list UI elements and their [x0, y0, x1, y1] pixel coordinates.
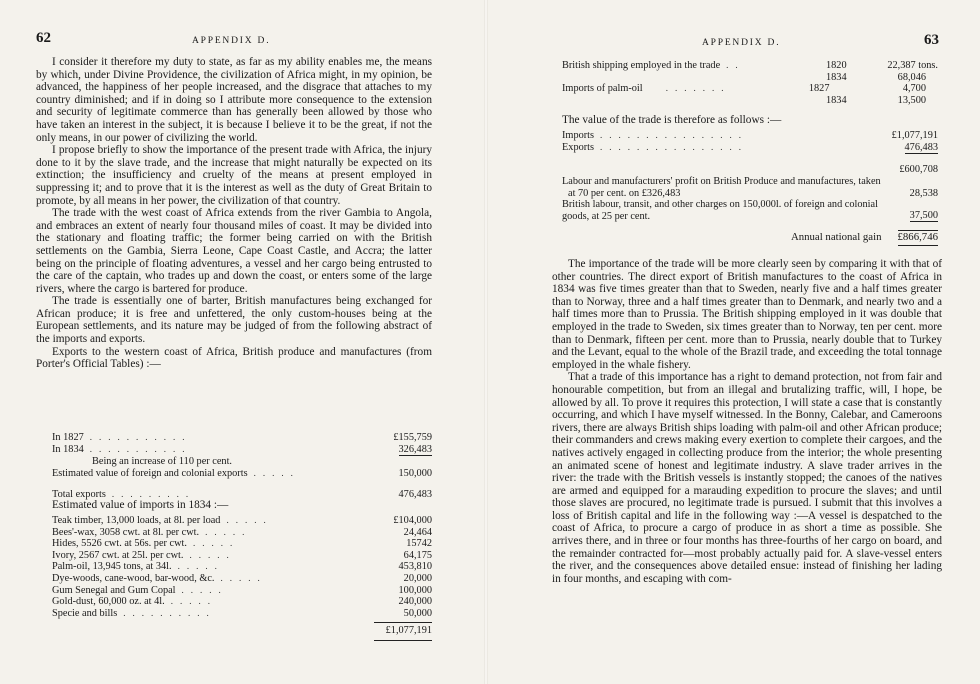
table-row: [52, 561, 432, 573]
leader-dots: .....: [205, 526, 252, 537]
table-row: [52, 596, 432, 608]
annual-gain-label: Annual national gain: [790, 231, 882, 244]
row-value: 20,000: [403, 572, 432, 584]
leader-dots: .....: [189, 549, 236, 560]
table-row: [562, 72, 938, 84]
row-value: 64,175: [403, 549, 432, 561]
table-row: [562, 95, 938, 107]
row-value: 476,483: [398, 489, 432, 501]
imports-heading: [52, 499, 432, 512]
value-intro-text: The value of the trade is therefore as follows :—: [562, 114, 782, 126]
total-row: [52, 625, 432, 637]
row-value: £1,077,191: [891, 130, 938, 141]
year: 1834: [826, 94, 847, 106]
running-head: APPENDIX D.: [702, 38, 781, 48]
leader-dots: ................: [600, 130, 749, 140]
row-label: Palm-oil, 13,945 tons, at 34l.: [52, 561, 172, 573]
page-number: 62: [36, 30, 51, 46]
row-label: Total exports: [52, 489, 106, 501]
table-row: [562, 130, 938, 142]
row-label: Teak timber, 13,000 loads, at 8l. per load: [52, 515, 221, 526]
row-value: 24,464: [403, 526, 432, 538]
value-subtotal: £600,708: [899, 164, 938, 176]
table-row: [52, 432, 432, 444]
annual-gain-value: £866,746: [898, 230, 939, 246]
table-row: [52, 585, 432, 597]
row-label: Dye-woods, cane-wood, bar-wood, &c.: [52, 572, 215, 584]
leader-dots: .........: [111, 489, 196, 500]
leader-dots: .....: [226, 515, 273, 525]
leader-dots: .....: [253, 467, 300, 478]
table-row: [52, 550, 432, 562]
row-label: British labour, transit, and other charges on 150,000l. of foreign and colonial goods, at 25 per cent.: [562, 199, 878, 222]
row-label: Ivory, 2567 cwt. at 25l. per cwt.: [52, 549, 184, 561]
year: 1834: [826, 71, 847, 83]
row-value: 22,387 tons.: [887, 60, 938, 71]
row-value: 68,046: [897, 71, 926, 83]
imports-heading-text: Estimated value of imports in 1834 :—: [52, 499, 229, 511]
table-row: [52, 456, 432, 468]
row-label: Bees'-wax, 3058 cwt. at 8l. per cwt.: [52, 526, 200, 538]
total-row: [562, 230, 938, 246]
row-label: In 1827: [52, 432, 84, 443]
paragraph: The trade with the west coast of Africa extends from the river Gambia to Angola, and embraces an extent of nearly four thousand miles of coast. It may be divided into the stationary and floating traffic; the former being carried on with the British settlements on the Gambia, Sierra Leone, Cape Coast Castle, and Accra; the latter being on the principle of floating adventures, a vessel and her cargo being entrusted to the care of the captain, who trades up and down the coast, or enters some of the large rivers, where the cargo is bartered for produce.: [36, 207, 432, 295]
left-body-text: [36, 56, 432, 371]
row-label: Exports: [562, 141, 595, 153]
table-row: [562, 60, 938, 72]
row-label: In 1834: [52, 443, 84, 455]
paragraph: I consider it therefore my duty to state, as far as my ability enables me, the means by which, under Divine Providence, the civilization of Africa might, in my opinion, be advanced, the happiness of her people increased, and the disgrace that attaches to my country diminished; and if in doing so I attribute more consequence to the extension and security of legitimate commerce than has generally been allowed by those who have taken an interest in the subject, it is because I believe it to be the great, if not the only means, in our power of civilizing the world.: [36, 56, 432, 144]
leader-dots: ..: [726, 60, 745, 70]
table-row: [52, 468, 432, 480]
table-row: [52, 538, 432, 550]
leader-dots: .....: [170, 596, 217, 607]
table-row: [562, 176, 938, 199]
row-label: Gold-dust, 60,000 oz. at 4l.: [52, 596, 165, 608]
row-value: 50,000: [403, 607, 432, 619]
row-label: Specie and bills: [52, 607, 118, 619]
leader-dots: .......: [665, 83, 731, 94]
leader-dots: .....: [220, 572, 267, 583]
leader-dots: ................: [600, 141, 749, 152]
right-page: [490, 0, 980, 684]
table-row: [52, 527, 432, 539]
row-value: 13,500: [897, 94, 926, 106]
table-row: [52, 444, 432, 457]
row-label: Hides, 5526 cwt. at 56s. per cwt.: [52, 538, 187, 550]
paragraph: The trade is essentially one of barter, British manufactures being exchanged for African produce; it is free and unfettered, the only custom-houses being at the European settlements, and its nature may be judged of from the following abstract of the imports and exports.: [36, 295, 432, 346]
running-head: APPENDIX D.: [192, 36, 271, 46]
row-value: 476,483: [904, 141, 938, 153]
exports-table: [52, 432, 432, 505]
table-row: [562, 83, 938, 95]
row-value: 15742: [406, 538, 432, 550]
left-page: [0, 0, 482, 684]
subtotal-row: [562, 164, 938, 176]
imports-total: £1,077,191: [385, 625, 432, 637]
imports-table: [52, 515, 432, 641]
page-number: 63: [924, 32, 939, 48]
paragraph: Exports to the western coast of Africa, British produce and manufactures (from Porter's Official Tables) :—: [36, 345, 432, 371]
leader-dots: ..........: [123, 607, 216, 618]
leader-dots: ...........: [89, 432, 192, 442]
leader-dots: ...........: [89, 443, 192, 454]
row-value: 28,538: [909, 187, 938, 199]
value-table: [562, 130, 938, 176]
row-label: British shipping employed in the trade: [562, 60, 721, 71]
paragraph: The importance of the trade will be more clearly seen by comparing it with that of other countries. The direct export of British manufactures to the coast of Africa in 1834 was five times greater than that to Sweden, nearly five and a half times greater than to Norway, three and a half times greater than to Denmark, and nearly two and a half times more than to Prussia. The British shipping employed in it was double that employed in the trade to Sweden, six times greater than to Norway, ten per cent. more than to Denmark, fifteen per cent. more than to Prussia, nearly double that to Turkey and the Levant, equal to the whole of the Brazil trade, and exceeding the total tonnage employed in the whale fishery.: [552, 258, 942, 371]
row-value: 37,500: [909, 209, 938, 221]
row-value: 326,483: [398, 443, 432, 455]
row-value: 150,000: [398, 467, 432, 479]
right-body-text: [552, 258, 942, 585]
paragraph: That a trade of this importance has a right to demand protection, not from fair and honourable competition, but from an illegal and brutalizing traffic, will, I hope, be allowed by all. To prove it requires this protection, I will state a case that is constantly occurring, and which I have myself witnessed. In the Bonny, Calebar, and Cameroons rivers, there are always British ships loading with palm-oil and other African produce; their commanders and crews making every exertion to complete their cargoes, and the natives actively engaged in collecting produce from the interior; the whole presenting an animated scene of honest and legitimate industry. A slave trader arrives in the river: the trade with the British vessels is instantly stopped; the canoes of the natives are armed and equipped for a marauding expedition to procure the slaves; and until those slaves are procured, no legitimate trade is pursued. I submit that this involves a loss of British capital and life in the following way :—A vessel is despatched to the coast of Africa, to procure a cargo of produce in as short a time as possible. She arrives there, and in three or four months has three-fourths of her cargo on board, and the remainder contracted for—most probably actually paid for. A slave-vessel enters the river, and the consequences above detailed ensue: instead of finishing her lading in four months, and escaping with com-: [552, 371, 942, 585]
row-label: Estimated value of foreign and colonial exports: [52, 467, 248, 479]
row-label: Being an increase of 110 per cent.: [92, 456, 232, 468]
row-label: Labour and manufacturers' profit on British Produce and manufactures, taken at 70 per cent. on £326,483: [562, 176, 881, 199]
leader-dots: .....: [181, 584, 228, 595]
leader-dots: .....: [177, 561, 224, 572]
year: 1827: [808, 83, 830, 95]
shipping-table: [562, 60, 938, 106]
table-row: [562, 142, 938, 155]
gutter: [484, 0, 488, 684]
table-row: [52, 573, 432, 585]
profit-table: [562, 176, 938, 246]
table-row: [562, 199, 938, 222]
sum-rule: [374, 622, 432, 623]
leader-dots: .....: [192, 538, 240, 549]
row-label: Imports of palm-oil: [562, 83, 643, 95]
row-value: 453,810: [398, 561, 432, 573]
row-value: 240,000: [398, 596, 432, 608]
row-value: £155,759: [393, 432, 432, 443]
row-label: Imports: [562, 130, 595, 141]
table-row: [52, 608, 432, 620]
row-value: 100,000: [398, 584, 432, 596]
value-intro: [562, 114, 942, 127]
row-value: 4,700: [902, 83, 926, 95]
paragraph: I propose briefly to show the importance of the present trade with Africa, the injury done to it by the slave trade, and the increase that might naturally be expected on its extinction; the insufficiency and cruelty of the means at present employed in suppressing it; and to prove that it is the interest as well as the duty of Great Britain to promote, by all means in her power, the civilization of that country.: [36, 144, 432, 207]
sum-rule: [374, 640, 432, 641]
year: 1820: [826, 60, 847, 71]
row-value: £104,000: [393, 515, 432, 526]
row-label: Gum Senegal and Gum Copal: [52, 584, 176, 596]
table-row: [52, 515, 432, 527]
